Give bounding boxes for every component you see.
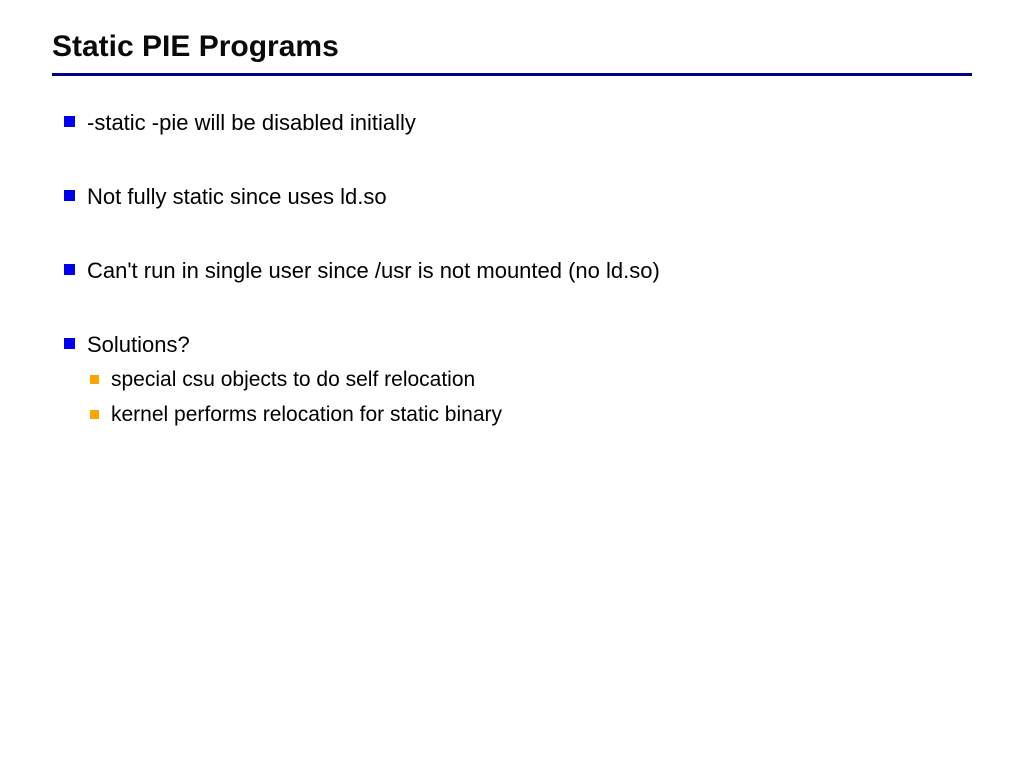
title-rule — [52, 73, 972, 76]
bullet-square-icon — [64, 116, 75, 127]
slide-title: Static PIE Programs — [52, 30, 339, 63]
sub-bullet-item — [64, 366, 974, 394]
bullet-item — [64, 182, 974, 211]
bullet-list — [64, 108, 974, 429]
sub-bullet-item — [64, 401, 974, 429]
sub-bullet-square-icon — [90, 410, 99, 419]
bullet-square-icon — [64, 338, 75, 349]
sub-bullet-square-icon — [90, 375, 99, 384]
sub-bullet-text: special csu objects to do self relocation — [111, 368, 476, 391]
bullet-text: Not fully static since uses ld.so — [87, 184, 387, 209]
bullet-item — [64, 330, 974, 359]
bullet-item — [64, 108, 974, 137]
bullet-item — [64, 256, 974, 285]
bullet-text: Can't run in single user since /usr is not mounted (no ld.so) — [87, 258, 660, 283]
bullet-text: -static -pie will be disabled initially — [87, 110, 416, 135]
bullet-text: Solutions? — [87, 332, 190, 357]
sub-bullet-text: kernel performs relocation for static binary — [111, 403, 502, 426]
bullet-square-icon — [64, 264, 75, 275]
bullet-square-icon — [64, 190, 75, 201]
